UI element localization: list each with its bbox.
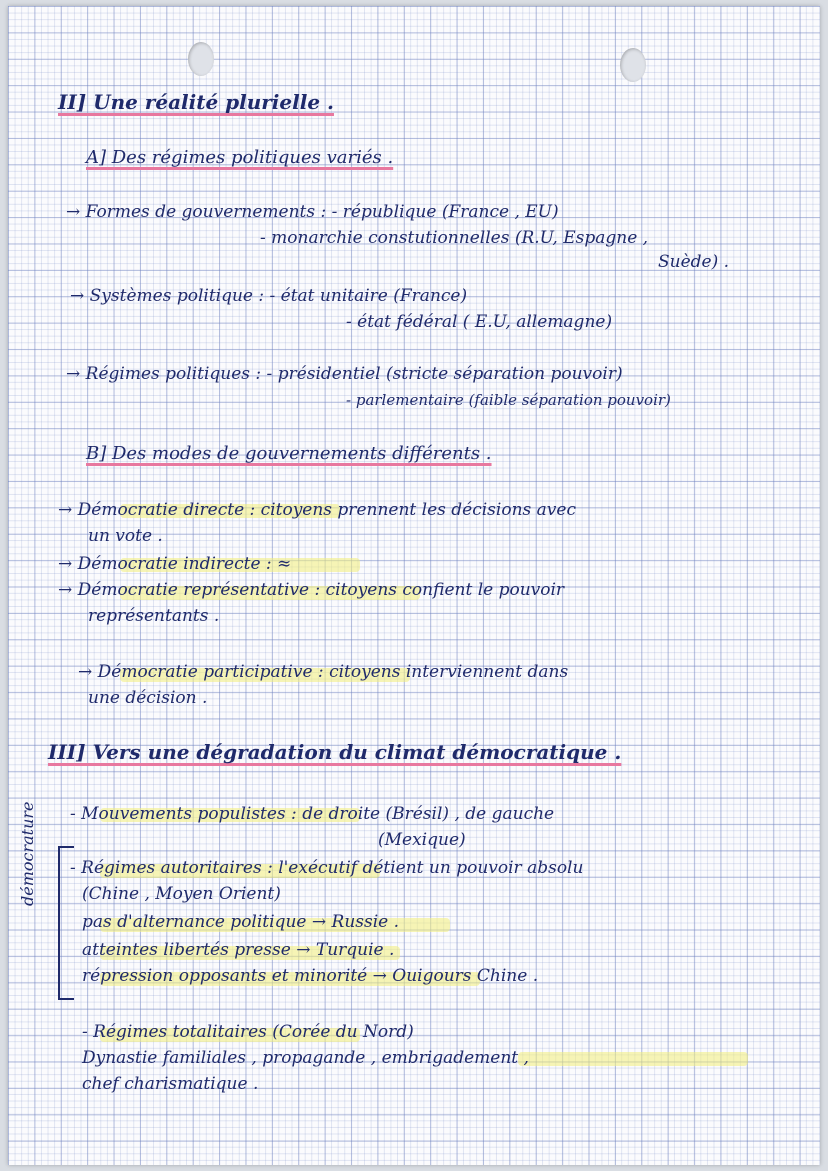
systemes-line-2: - état fédéral ( E.U, allemagne) bbox=[346, 312, 613, 332]
regimes-line-2: - parlementaire (faible séparation pouvoir) bbox=[346, 391, 671, 409]
section-3-title: III] Vers une dégradation du climat démocratique . bbox=[48, 740, 622, 764]
section-2-title: II] Une réalité plurielle . bbox=[58, 90, 334, 114]
mode-line-5: représentants . bbox=[88, 606, 220, 626]
part-b-title: B] Des modes de gouvernements différents . bbox=[86, 443, 492, 464]
punch-hole-right bbox=[620, 48, 646, 82]
notebook-page bbox=[8, 6, 820, 1165]
totalitarian-line-2: Dynastie familiales , propagande , embrigadement , bbox=[82, 1048, 529, 1068]
mode-line-6: → Démocratie participative : citoyens interviennent dans bbox=[78, 662, 569, 682]
mode-line-3: → Démocratie indirecte : ≈ bbox=[58, 554, 292, 574]
authoritarian-line-2: (Chine , Moyen Orient) bbox=[82, 884, 281, 904]
totalitarian-line: - Régimes totalitaires (Corée du Nord) bbox=[82, 1022, 414, 1042]
mode-line-1: → Démocratie directe : citoyens prennent les décisions avec bbox=[58, 500, 576, 520]
formes-line-2: - monarchie constutionnelles (R.U, Espagne , bbox=[260, 228, 649, 248]
democrature-label: démocrature bbox=[18, 801, 37, 906]
populist-line-2: (Mexique) bbox=[378, 830, 466, 850]
highlight-yellow bbox=[518, 1052, 748, 1066]
authoritarian-line: - Régimes autoritaires : l'exécutif détient un pouvoir absolu bbox=[70, 858, 584, 878]
formes-line-3: Suède) . bbox=[658, 252, 730, 272]
authoritarian-line-5: répression opposants et minorité → Ouigours Chine . bbox=[82, 966, 539, 986]
mode-line-2: un vote . bbox=[88, 526, 163, 546]
totalitarian-line-3: chef charismatique . bbox=[82, 1074, 259, 1094]
mode-line-7: une décision . bbox=[88, 688, 208, 708]
populist-line: - Mouvements populistes : de droite (Brésil) , de gauche bbox=[70, 804, 555, 824]
systemes-line-1: → Systèmes politique : - état unitaire (France) bbox=[70, 286, 468, 306]
regimes-line-1: → Régimes politiques : - présidentiel (stricte séparation pouvoir) bbox=[66, 364, 623, 384]
authoritarian-line-4: atteintes libertés presse → Turquie . bbox=[82, 940, 395, 960]
punch-hole-left bbox=[188, 42, 214, 76]
authoritarian-line-3: pas d'alternance politique → Russie . bbox=[82, 912, 400, 932]
formes-line-1: → Formes de gouvernements : - république (France , EU) bbox=[66, 202, 559, 222]
part-a-title: A] Des régimes politiques variés . bbox=[86, 147, 394, 168]
mode-line-4: → Démocratie représentative : citoyens confient le pouvoir bbox=[58, 580, 565, 600]
